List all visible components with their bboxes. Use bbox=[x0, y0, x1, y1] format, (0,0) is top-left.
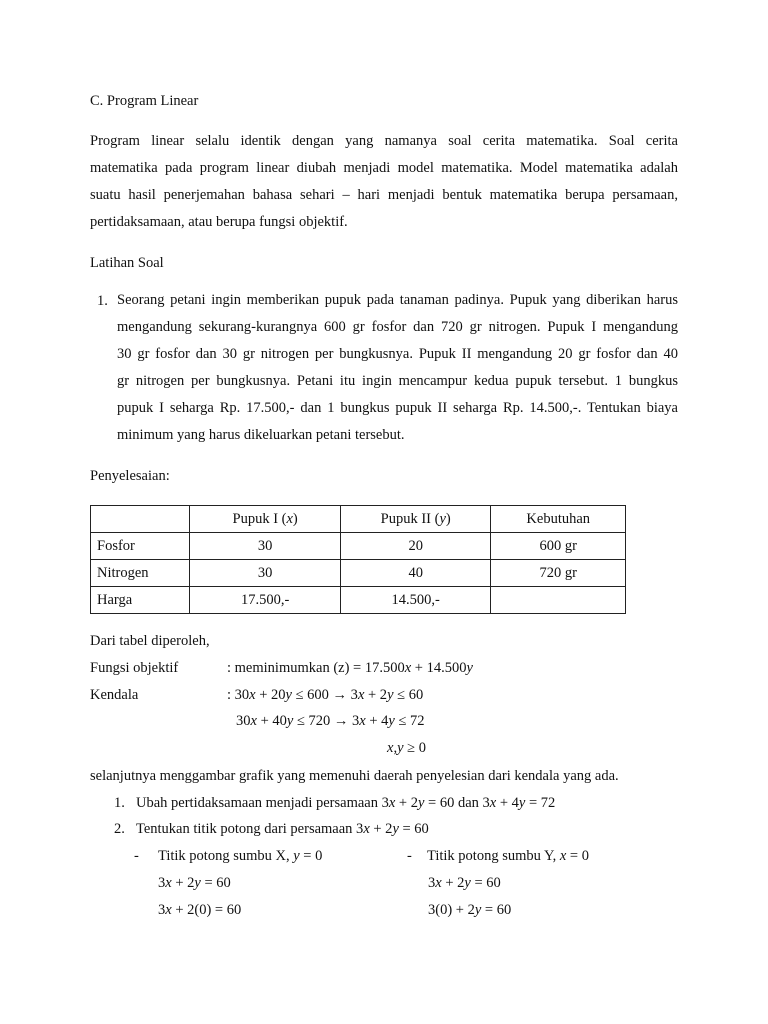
table-cell: 17.500,- bbox=[190, 587, 341, 614]
next-step-text: selanjutnya menggambar grafik yang memenuhi daerah penyelesian dari kendala yang ada. bbox=[90, 768, 619, 784]
solution-label: Penyelesaian: bbox=[90, 468, 170, 484]
y-intercept-eq-1: 3x + 2y = 60 bbox=[428, 875, 501, 891]
table-header-kebutuhan: Kebutuhan bbox=[491, 506, 626, 533]
constraint-nonnegative: x,y ≥ 0 bbox=[387, 740, 426, 756]
constraint-2: 30x + 40y ≤ 720 → 3x + 4y ≤ 72 bbox=[236, 713, 425, 729]
fertilizer-table bbox=[90, 505, 626, 614]
table-header-pupuk-1: Pupuk I (x) bbox=[190, 506, 341, 533]
table-header-row bbox=[91, 506, 626, 533]
table-cell: 20 bbox=[340, 533, 491, 560]
question-line: gr nitrogen per bungkusnya. Petani itu ingin mencampur kedua pupuk tersebut. 1 bungkus bbox=[117, 373, 678, 389]
intro-line: Program linear selalu identik dengan yang namanya soal cerita matematika. Soal cerita bbox=[90, 133, 678, 149]
table-header-empty bbox=[91, 506, 190, 533]
from-table-text: Dari tabel diperoleh, bbox=[90, 633, 210, 649]
table-cell-label: Fosfor bbox=[91, 533, 190, 560]
intro-paragraph bbox=[90, 128, 678, 236]
x-intercept-eq-1: 3x + 2y = 60 bbox=[158, 875, 231, 891]
table-cell bbox=[491, 587, 626, 614]
step-2-text: Tentukan titik potong dari persamaan 3x + 2y = 60 bbox=[136, 821, 429, 837]
bullet-dash: - bbox=[134, 848, 139, 864]
question-text bbox=[117, 287, 678, 449]
table-cell: 720 gr bbox=[491, 560, 626, 587]
table-cell: 40 bbox=[340, 560, 491, 587]
step-number: 1. bbox=[114, 795, 125, 811]
section-heading: C. Program Linear bbox=[90, 93, 199, 109]
table-row bbox=[91, 587, 626, 614]
y-intercept-title: Titik potong sumbu Y, x = 0 bbox=[427, 848, 589, 864]
table-row bbox=[91, 533, 626, 560]
question-number: 1. bbox=[97, 293, 108, 309]
y-intercept-eq-2: 3(0) + 2y = 60 bbox=[428, 902, 512, 918]
constraints-label: Kendala bbox=[90, 687, 139, 703]
bullet-dash: - bbox=[407, 848, 412, 864]
intro-line: matematika pada program linear diubah menjadi model matematika. Model matematika adalah bbox=[90, 160, 678, 176]
step-number: 2. bbox=[114, 821, 125, 837]
table-cell: 30 bbox=[190, 560, 341, 587]
intro-line: pertidaksamaan, atau berupa fungsi objektif. bbox=[90, 214, 348, 230]
question-line: 30 gr fosfor dan 30 gr nitrogen per bungkusnya. Pupuk II mengandung 20 gr fosfor dan 40 bbox=[117, 346, 678, 362]
x-intercept-title: Titik potong sumbu X, y = 0 bbox=[158, 848, 323, 864]
exercise-title: Latihan Soal bbox=[90, 255, 164, 271]
objective-label: Fungsi objektif bbox=[90, 660, 179, 676]
table-cell: 600 gr bbox=[491, 533, 626, 560]
table-header-pupuk-2: Pupuk II (y) bbox=[340, 506, 491, 533]
question-line: minimum yang harus dikeluarkan petani tersebut. bbox=[117, 427, 405, 443]
question-line: Seorang petani ingin memberikan pupuk pada tanaman padinya. Pupuk yang diberikan harus bbox=[117, 292, 678, 308]
x-intercept-eq-2: 3x + 2(0) = 60 bbox=[158, 902, 242, 918]
question-line: mengandung sekurang-kurangnya 600 gr fosfor dan 720 gr nitrogen. Pupuk I mengandung bbox=[117, 319, 678, 335]
constraint-1: : 30x + 20y ≤ 600 → 3x + 2y ≤ 60 bbox=[227, 687, 424, 703]
question-line: pupuk I seharga Rp. 17.500,- dan 1 bungkus pupuk II seharga Rp. 14.500,-. Tentukan biaya bbox=[117, 400, 678, 416]
table-row bbox=[91, 560, 626, 587]
table-cell: 30 bbox=[190, 533, 341, 560]
objective-function: : meminimumkan (z) = 17.500x + 14.500y bbox=[227, 660, 473, 676]
intro-line: suatu hasil penerjemahan bahasa sehari – hari menjadi bentuk matematika berupa persamaan, bbox=[90, 187, 678, 203]
table-cell: 14.500,- bbox=[340, 587, 491, 614]
table-cell-label: Nitrogen bbox=[91, 560, 190, 587]
step-1-text: Ubah pertidaksamaan menjadi persamaan 3x + 2y = 60 dan 3x + 4y = 72 bbox=[136, 795, 556, 811]
table-cell-label: Harga bbox=[91, 587, 190, 614]
